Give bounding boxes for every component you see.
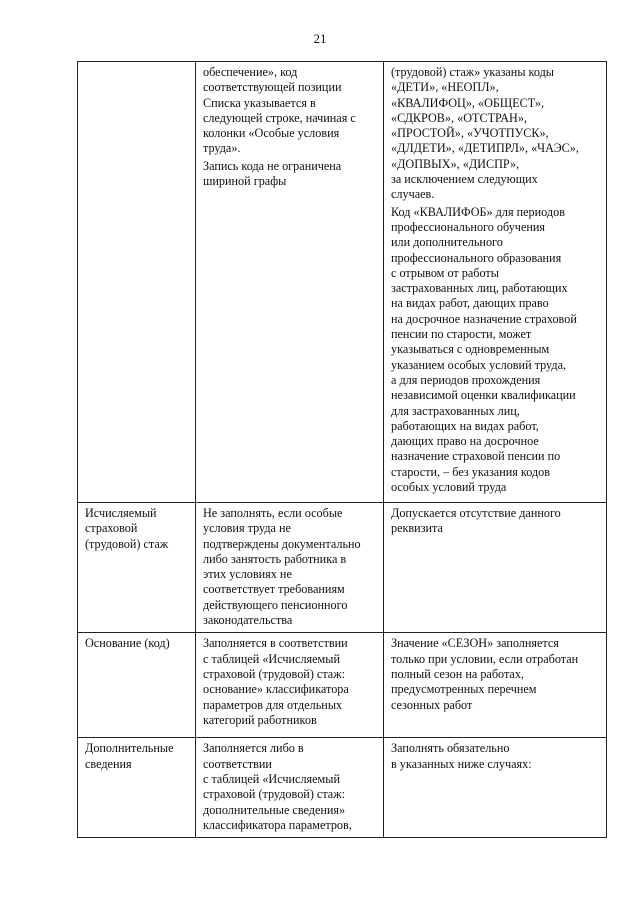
requisites-table <box>77 61 607 838</box>
fill-rule-text: Не заполнять, если особые условия труда не подтверждены документально либо занятость работника в этих условиях не соответствует требованиям действующего пенсионного законодательства <box>203 506 361 628</box>
requisite-name: Основание (код) <box>85 636 170 651</box>
fill-rule-text: Запись кода не ограничена шириной графы <box>203 158 342 189</box>
notes-cell <box>384 738 607 838</box>
requisite-name-cell <box>78 503 196 633</box>
notes-text: (трудовой) стаж» указаны коды «ДЕТИ», «НЕОПЛ», «КВАЛИФОЦ», «ОБЩЕСТ», «СДКРОВ», «ОТСТРАН», «ПРОСТОЙ», «УЧОТПУСК», «ДЛДЕТИ», «ДЕТИПРЛ», «ЧАЭС», «ДОПВЫХ», «ДИСПР», за исключением следующих случаев. <box>391 65 579 202</box>
notes-cell <box>384 62 607 503</box>
requisite-name-cell <box>78 738 196 838</box>
fill-rule-text: Заполняется либо в соответствии с таблицей «Исчисляемый страховой (трудовой) стаж: дополнительные сведения» классификатора параметров, <box>203 741 352 832</box>
notes-text: Допускается отсутствие данного реквизита <box>391 506 561 536</box>
fill-rule-cell <box>196 503 384 633</box>
fill-rule-text: Заполняется в соответствии с таблицей «Исчисляемый страховой (трудовой) стаж: основание» классификатора параметров для отдельных категорий работников <box>203 636 349 727</box>
page-number: 21 <box>313 31 327 46</box>
table-row <box>78 503 607 633</box>
requisite-name-cell <box>78 633 196 738</box>
notes-cell <box>384 633 607 738</box>
fill-rule-cell <box>196 738 384 838</box>
requisite-name: Дополнительные сведения <box>85 741 174 771</box>
notes-text: Значение «СЕЗОН» заполняется только при условии, если отработан полный сезон на работах, предусмотренных перечнем сезонных работ <box>391 636 579 712</box>
requisite-name-cell <box>78 62 196 503</box>
notes-cell <box>384 503 607 633</box>
requisite-name: Исчисляемый страховой (трудовой) стаж <box>85 506 169 551</box>
table-row <box>78 62 607 503</box>
fill-rule-text: обеспечение», код соответствующей позиции Списка указывается в следующей строке, начиная с колонки «Особые условия труда». <box>203 65 356 156</box>
notes-text: Код «КВАЛИФОБ» для периодов профессионального обучения или дополнительного профессионального образования с отрывом от работы застрахованных лиц, работающих на видах работ, дающих право на досрочное назначение страховой пенсии по старости, может указываться с одновременным указанием особых условий труда, а для периодов прохождения независимой оценки квалификации для застрахованных лиц, работающих на видах работ, дающих право на досрочное назначение страховой пенсии по старости, – без указания кодов особых условий труда <box>391 204 577 495</box>
table-row <box>78 633 607 738</box>
fill-rule-cell <box>196 62 384 503</box>
fill-rule-cell <box>196 633 384 738</box>
table-row <box>78 738 607 838</box>
notes-text: Заполнять обязательно в указанных ниже случаях: <box>391 741 532 771</box>
